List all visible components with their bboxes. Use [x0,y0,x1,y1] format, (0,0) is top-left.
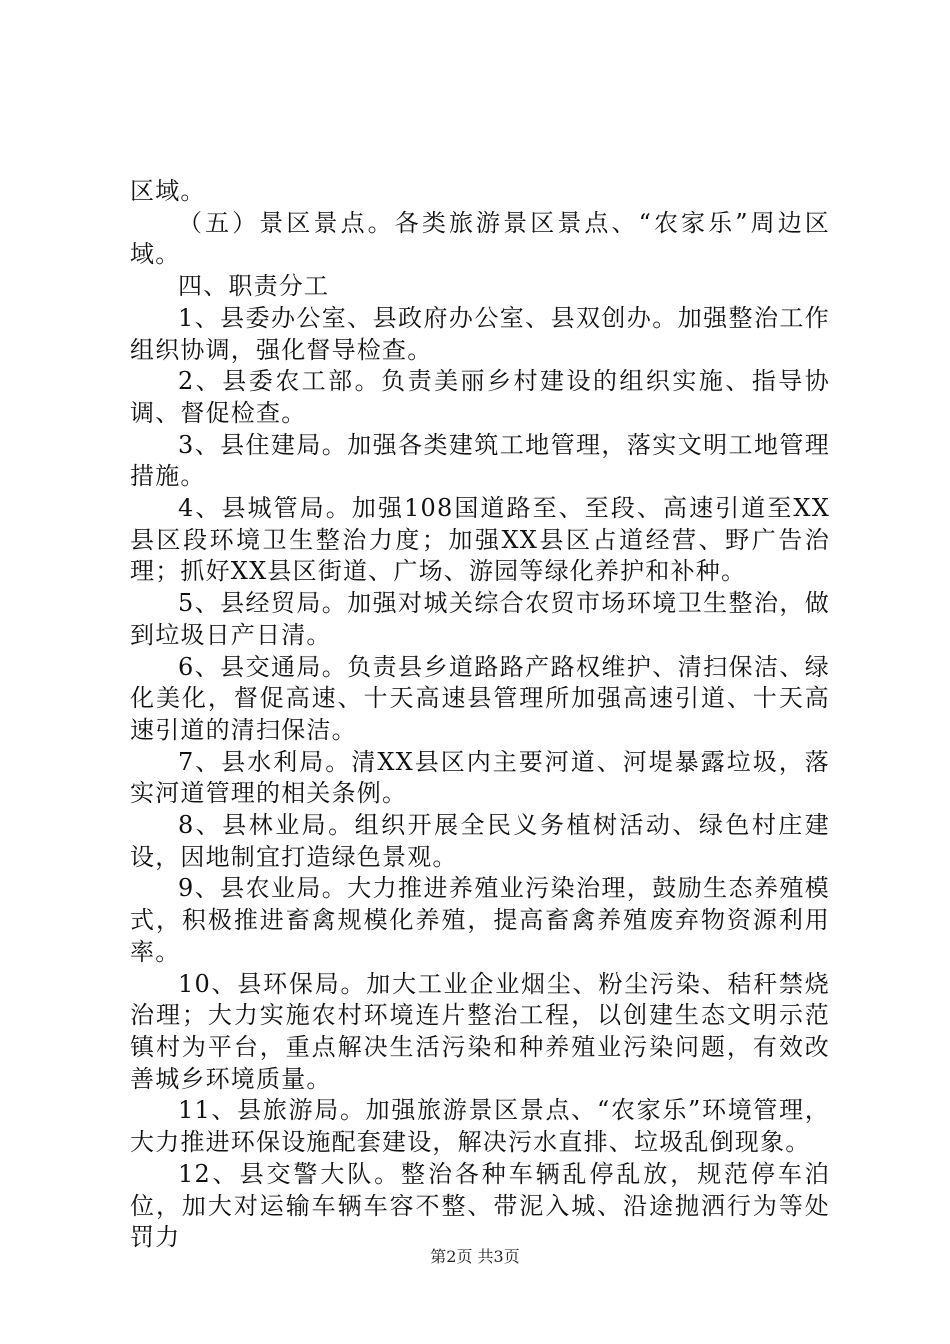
paragraph-item-7: 7、县水利局。清XX县区内主要河道、河堤暴露垃圾，落实河道管理的相关条例。 [130,747,830,808]
paragraph-item-6: 6、县交通局。负责县乡道路路产路权维护、清扫保洁、绿化美化，督促高速、十天高速县管理所加强高速引道、十天高速引道的清扫保洁。 [130,652,830,744]
page-number-footer: 第2页 共3页 [430,1247,520,1266]
paragraph-scenic-areas: （五）景区景点。各类旅游景区景点、“农家乐”周边区域。 [130,208,830,269]
paragraph-item-10: 10、县环保局。加大工业企业烟尘、粉尘污染、秸秆禁烧治理；大力实施农村环境连片整治工程，以创建生态文明示范镇村为平台，重点解决生活污染和种养殖业污染问题，有效改善城乡环境质量。 [130,969,830,1093]
paragraph-item-5: 5、县经贸局。加强对城关综合农贸市场环境卫生整治，做到垃圾日产日清。 [130,589,830,649]
paragraph-item-1: 1、县委办公室、县政府办公室、县双创办。加强整治工作组织协调，强化督导检查。 [130,303,830,364]
paragraph-item-2: 2、县委农工部。负责美丽乡村建设的组织实施、指导协调、督促检查。 [130,367,830,427]
paragraph-item-11: 11、县旅游局。加强旅游景区景点、“农家乐”环境管理，大力推进环保设施配套建设，解决污水直排、垃圾乱倒现象。 [130,1096,830,1157]
paragraph-item-12: 12、县交警大队。整治各种车辆乱停乱放，规范停车泊位，加大对运输车辆车容不整、带泥入城、沿途抛洒行为等处罚力 [130,1159,830,1252]
paragraph-continuation: 区域。 [130,177,206,205]
paragraph-item-3: 3、县住建局。加强各类建筑工地管理，落实文明工地管理措施。 [130,430,830,491]
body-text [130,176,830,1254]
paragraph-item-8: 8、县林业局。组织开展全民义务植树活动、绿色村庄建设，因地制宜打造绿色景观。 [130,811,830,871]
section-heading-duties: 四、职责分工 [178,272,330,301]
paragraph-item-9: 9、县农业局。大力推进养殖业污染治理，鼓励生态养殖模式，积极推进畜禽规模化养殖，提高畜禽养殖废弃物资源利用率。 [130,874,830,966]
paragraph-item-4: 4、县城管局。加强108国道路至、至段、高速引道至XX县区段环境卫生整治力度；加强XX县区占道经营、野广告治理；抓好XX县区街道、广场、游园等绿化养护和补种。 [130,494,830,586]
